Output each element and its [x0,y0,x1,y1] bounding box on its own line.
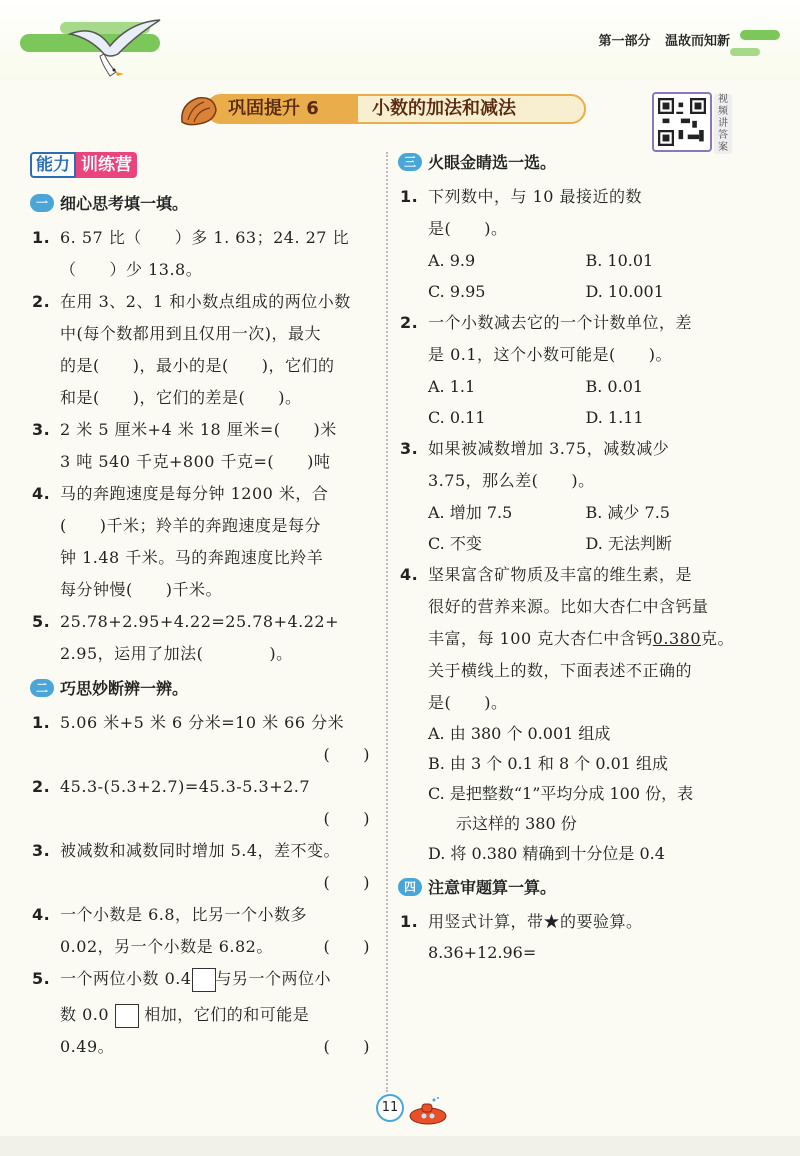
section-header [30,191,380,214]
option-c[interactable]: C. 0.11 [428,408,486,427]
badge-part-a: 能力 [30,152,76,178]
question-line: 6. 57 比（ ）多 1. 63；24. 27 比 [60,228,350,247]
question-line: 3.75，那么差( )。 [428,471,595,490]
question-line: 25.78+2.95+4.22=25.78+4.22+ [60,612,340,631]
question-line: 如果被减数增加 3.75，减数减少 [428,439,670,458]
question-line: 下列数中，与 10 最接近的数 [428,187,643,206]
lesson-title [178,90,588,130]
column-divider [386,152,388,1092]
question-line: 和是( )，它们的差是( )。 [60,388,302,407]
question-number: 1. [32,713,51,732]
page-number: 11 [376,1094,404,1122]
question-line: 钟 1.48 千米。马的奔跑速度比羚羊 [60,548,324,567]
section-title: 火眼金睛选一选。 [428,153,557,172]
question-line: 是( )。 [428,693,508,712]
question-line: 用竖式计算，带★的要验算。 [428,912,643,931]
question-line: 一个小数是 6.8，比另一个小数多 [60,905,308,924]
running-header [588,30,730,49]
question-line: 是( )。 [428,219,508,238]
question-line: 中(每个数都用到且仅用一次)，最大 [60,324,321,343]
question [30,835,380,899]
seagull-icon [60,14,170,84]
question-number: 4. [400,565,419,584]
option-d[interactable]: D. 将 0.380 精确到十分位是 0.4 [428,844,665,863]
title-right: 小数的加法和减法 [356,94,586,124]
question-number: 5. [32,612,51,631]
question-text: 数 0.0 [60,1005,110,1024]
question-line: 0.49。 [60,1037,115,1056]
question-line: 马的奔跑速度是每分钟 1200 米，合 [60,484,329,503]
question-line: ( )千米；羚羊的奔跑速度是每分 [60,516,321,535]
shell-icon [178,92,218,128]
section-title: 注意审题算一算。 [428,878,557,897]
question-number: 1. [400,912,419,931]
qr-label: 视频讲答案 [714,94,732,154]
question [398,906,743,938]
qr-code-icon [658,98,706,146]
section-number: 四 [398,878,422,896]
question-text: 与另一个两位小 [215,969,332,988]
question-line: 一个小数减去它的一个计数单位，差 [428,313,693,332]
options [398,497,743,559]
option-d[interactable]: D. 无法判断 [585,534,672,553]
question [30,414,380,478]
option-c[interactable]: C. 9.95 [428,282,486,301]
question [30,707,380,771]
section-title: 巧思妙断辨一辨。 [60,679,189,698]
answer-parens[interactable]: ( ) [323,873,370,892]
option-b[interactable]: B. 10.01 [585,251,654,270]
digit-box[interactable] [192,968,216,992]
section-header [398,875,743,898]
option-d[interactable]: D. 10.001 [585,282,664,301]
option-b[interactable]: B. 0.01 [585,377,644,396]
question-row [60,963,380,995]
section-number: 一 [30,194,54,212]
question-number: 1. [400,187,419,206]
question [30,771,380,835]
option-b[interactable]: B. 减少 7.5 [585,503,670,522]
option-c[interactable]: C. 是把整数“1”平均分成 100 份，表 [428,784,694,803]
question-line: 0.02，另一个小数是 6.82。 [60,937,273,956]
question [30,286,380,414]
header-part: 第一部分 [598,34,651,49]
answer-parens[interactable]: ( ) [323,809,370,828]
answer-parens[interactable]: ( ) [323,937,370,956]
question-line: 2 米 5 厘米+4 米 18 厘米=( )米 [60,420,337,439]
question-line: 在用 3、2、1 和小数点组成的两位小数 [60,292,351,311]
question [30,478,380,606]
question-number: 3. [32,841,51,860]
question-line: 5.06 米+5 米 6 分米=10 米 66 分米 [60,713,345,732]
left-column [30,150,380,1063]
section-number: 三 [398,153,422,171]
question-text: 相加，它们的和可能是 [144,1005,310,1024]
option-a[interactable]: A. 由 380 个 0.001 组成 [428,724,611,743]
footer-band [0,1136,800,1156]
section-header [398,150,743,173]
question-number: 1. [32,228,51,247]
section-title: 细心思考填一填。 [60,194,189,213]
question-text: 克。 [701,629,735,648]
right-column [398,150,743,968]
submarine-icon [404,1096,450,1126]
question [30,963,380,1063]
question-line [428,623,743,655]
question-row [60,1031,380,1063]
question-number: 2. [32,777,51,796]
question-number: 4. [32,484,51,503]
question-line: 坚果富含矿物质及丰富的维生素，是 [428,565,693,584]
question-row [60,999,380,1031]
question-line: （ ）少 13.8。 [60,260,203,279]
question-number: 2. [400,313,419,332]
option-c-cont: 示这样的 380 份 [456,814,577,833]
decor-bar [730,48,760,56]
option-a[interactable]: A. 增加 7.5 [428,503,513,522]
question-line: 被减数和减数同时增加 5.4，差不变。 [60,841,341,860]
question-number: 3. [32,420,51,439]
question-number: 5. [32,969,51,988]
option-a[interactable]: A. 1.1 [428,377,476,396]
question-line: 2.95，运用了加法( )。 [60,644,293,663]
question-line: 很好的营养来源。比如大杏仁中含钙量 [428,597,709,616]
question-line: 是 0.1，这个小数可能是( )。 [428,345,673,364]
section-header [30,676,380,699]
question-text: 丰富，每 100 克大杏仁中含钙 [428,629,653,648]
answer-parens[interactable]: ( ) [323,1037,370,1056]
question-line: 3 吨 540 千克+800 千克=( )吨 [60,452,331,471]
question-number: 4. [32,905,51,924]
question-line: 每分钟慢( )千米。 [60,580,222,599]
option-b[interactable]: B. 由 3 个 0.1 和 8 个 0.01 组成 [428,754,669,773]
underlined-number: 0.380 [652,629,702,648]
option-d[interactable]: D. 1.11 [585,408,644,427]
option-a[interactable]: A. 9.9 [428,251,476,270]
question [30,222,380,286]
digit-box[interactable] [115,1004,139,1028]
question [398,307,743,371]
question-row [60,931,380,963]
calc-expression: 8.36+12.96= [428,943,537,962]
header-section: 温故而知新 [664,34,730,49]
question-line: 的是( )，最小的是( )，它们的 [60,356,335,375]
title-left: 巩固提升 6 [206,94,356,124]
question [398,433,743,497]
question-line: 45.3-(5.3+2.7)=45.3-5.3+2.7 [60,777,311,796]
question [30,899,380,963]
question-text: 一个两位小数 0.4 [60,969,192,988]
options [398,371,743,433]
training-badge [30,150,137,175]
question-number: 2. [32,292,51,311]
question [30,606,380,670]
question-number: 3. [400,439,419,458]
options [398,245,743,307]
question [398,181,743,245]
decor-bar [740,30,780,40]
section-number: 二 [30,679,54,697]
question-line: 关于横线上的数，下面表述不正确的 [428,661,693,680]
answer-parens[interactable]: ( ) [323,745,370,764]
badge-part-b: 训练营 [76,152,137,178]
question [398,559,743,719]
option-c[interactable]: C. 不变 [428,534,482,553]
qr-code[interactable] [652,92,712,152]
